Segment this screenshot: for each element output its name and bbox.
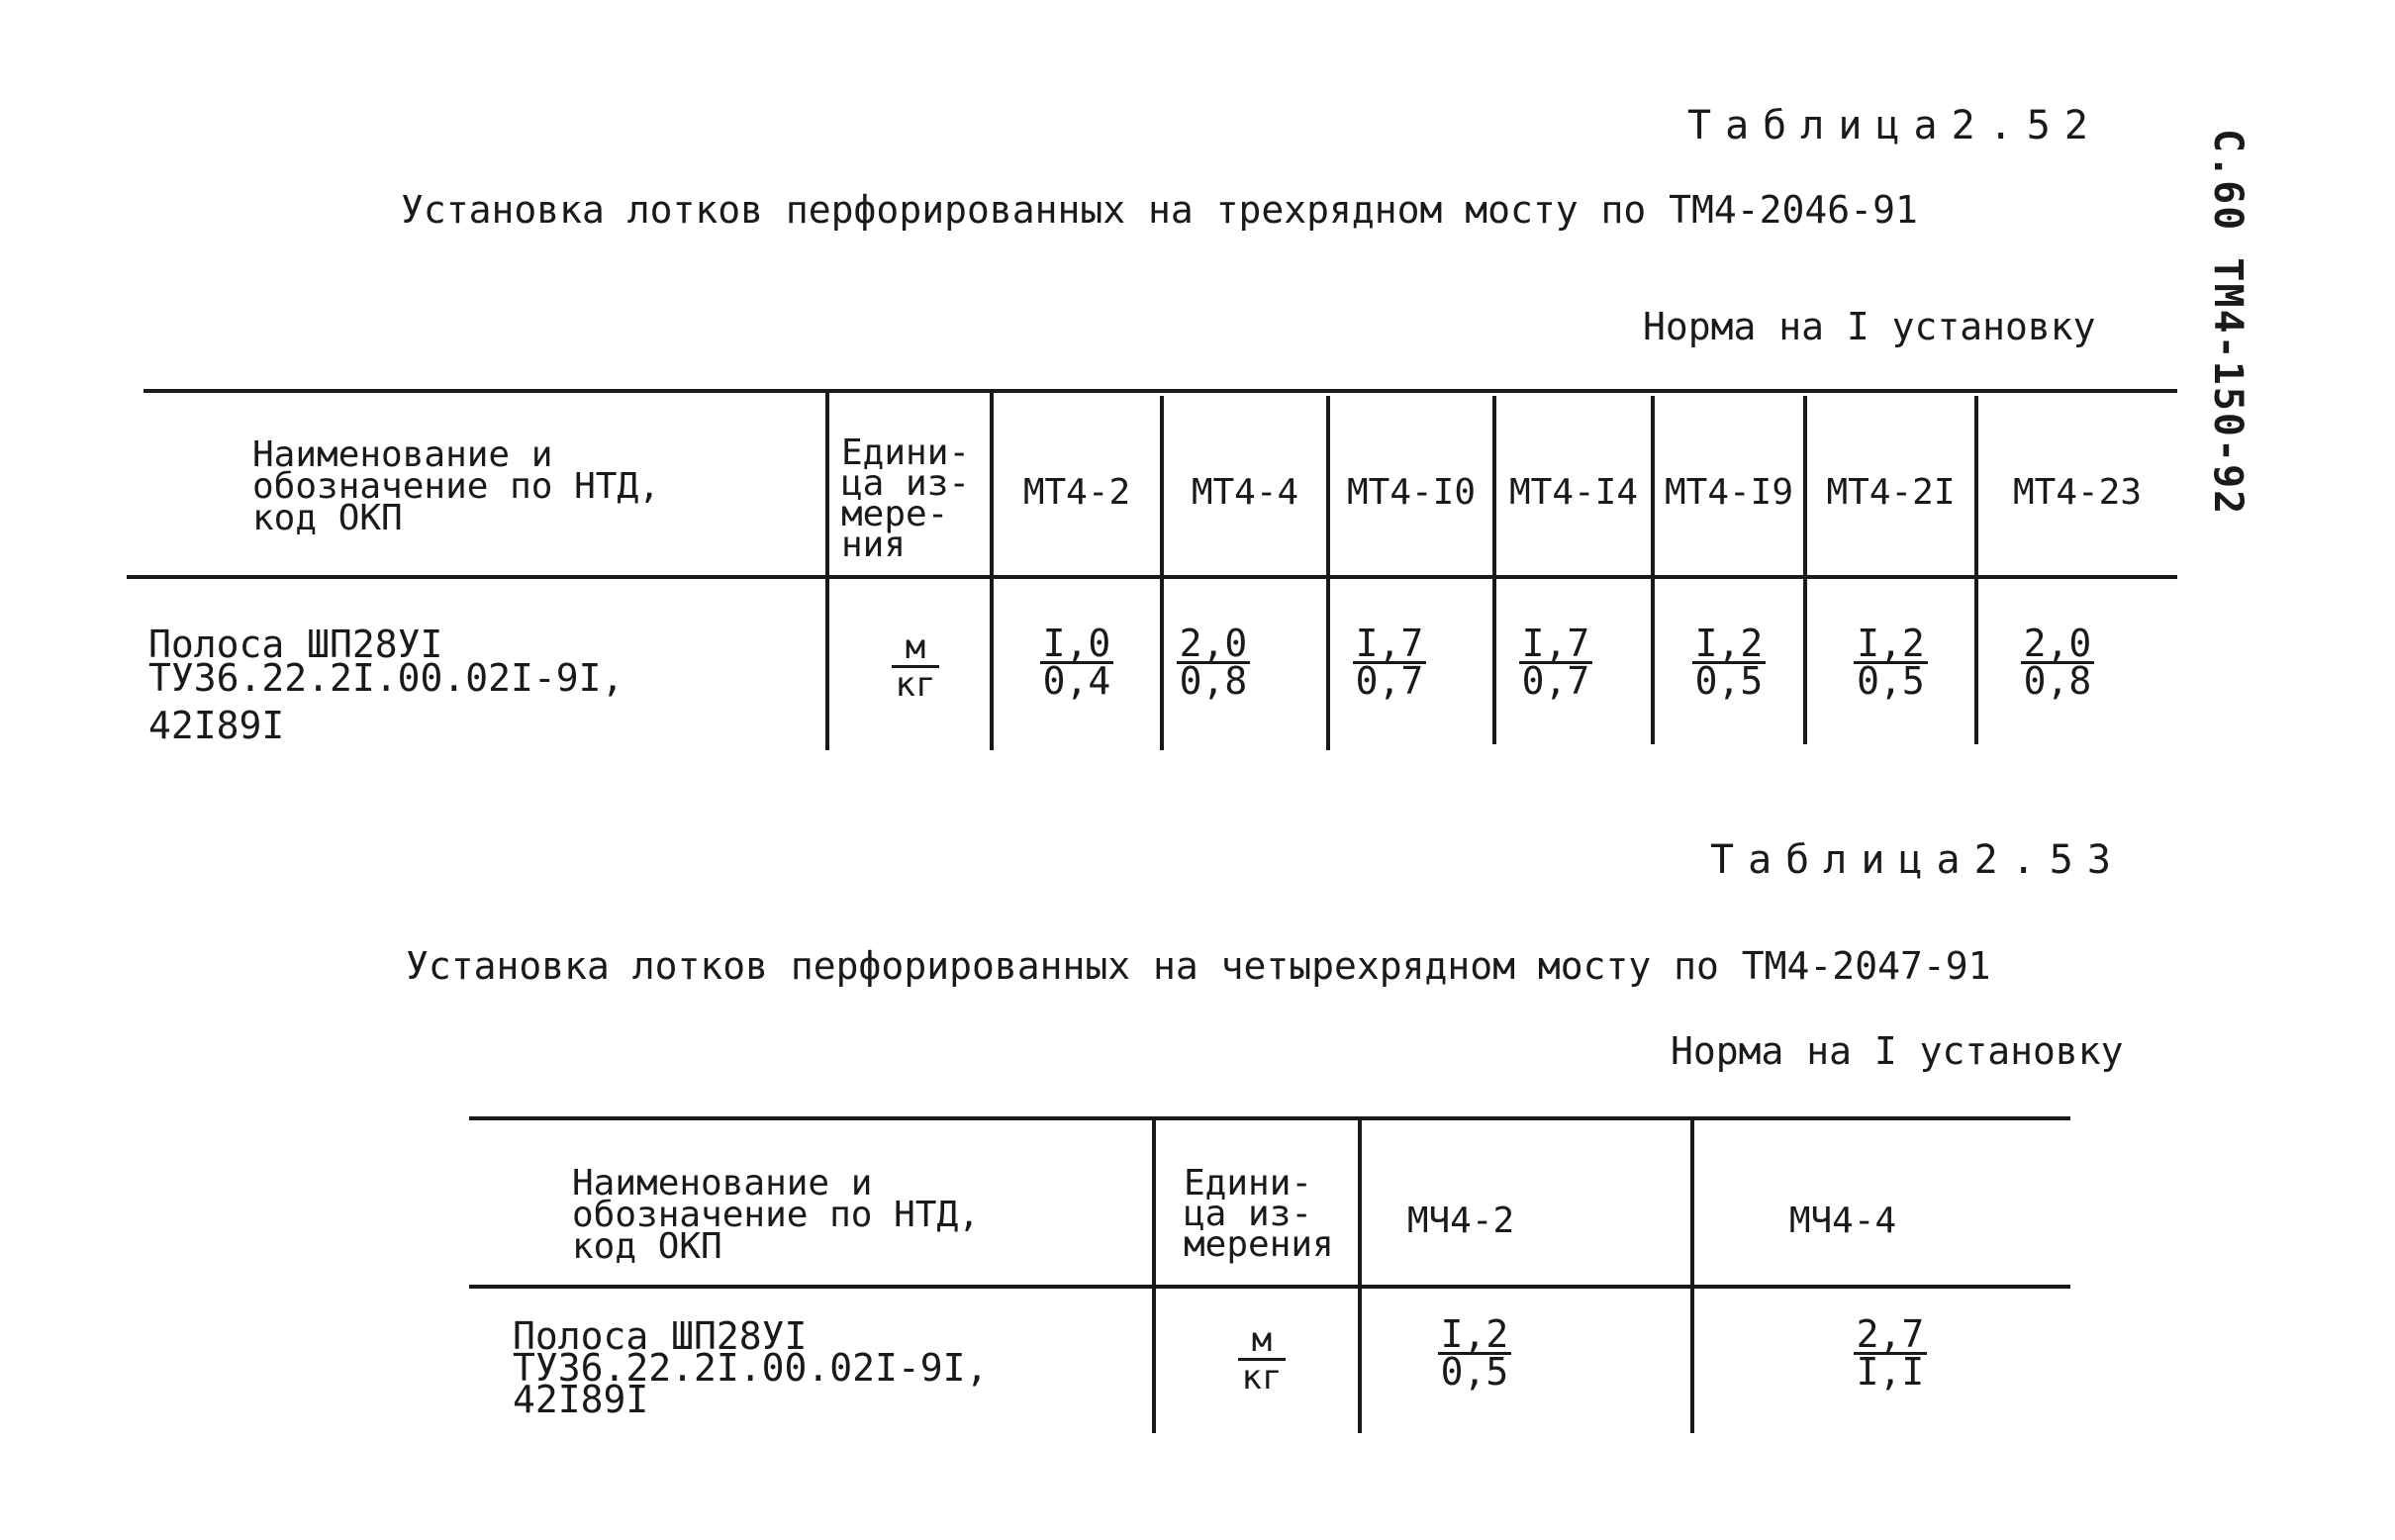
value-numerator: 2,0 — [1177, 626, 1251, 664]
row-name-line: Полоса ШП28УI — [513, 1314, 808, 1358]
header-unit-line: ния — [841, 525, 907, 565]
value-numerator: I,2 — [1854, 626, 1928, 664]
row-name-line: ТУ36.22.2I.00.02I-9I, — [148, 656, 624, 700]
column-header: МЧ4-4 — [1788, 1201, 1897, 1241]
value-denominator: 0,8 — [1179, 659, 1248, 703]
value-fraction — [994, 622, 1160, 703]
column-header: МЧ4-2 — [1406, 1201, 1515, 1241]
header-unit — [1184, 1163, 1334, 1265]
column-divider — [825, 389, 829, 750]
column-divider — [1358, 1116, 1362, 1433]
column-header: МТ4-23 — [2012, 472, 2143, 513]
table-rule — [469, 1116, 2070, 1120]
value-fraction — [1496, 622, 1615, 703]
unit-fraction — [841, 627, 990, 705]
column-header: МТ4-2I — [1826, 472, 1956, 513]
column-header: МТ4-I0 — [1346, 472, 1477, 513]
value-numerator: 2,7 — [1854, 1316, 1928, 1355]
header-unit-line: ца из- — [1184, 1194, 1313, 1234]
row-name-line: 42I89I — [513, 1378, 649, 1421]
table-label: Таблица2.53 — [1710, 837, 2125, 883]
value-denominator: 0,5 — [1857, 659, 1925, 703]
column-divider — [1690, 1116, 1694, 1433]
value-numerator: I,7 — [1519, 626, 1593, 664]
header-name-line: Наименование и — [252, 434, 553, 475]
unit-denominator: кг — [895, 665, 936, 705]
value-denominator: 0,7 — [1355, 659, 1424, 703]
row-name-line: Полоса ШП28УI — [148, 623, 443, 666]
column-divider — [1152, 1116, 1156, 1433]
header-unit-line: Едини- — [1184, 1163, 1313, 1203]
unit-denominator: кг — [1241, 1358, 1283, 1397]
value-denominator: 0,8 — [2023, 659, 2092, 703]
value-fraction — [1330, 622, 1449, 703]
norm-caption: Норма на I установку — [1643, 305, 2096, 348]
page-code: С.60 ТМ4-150-92 — [2205, 129, 2251, 517]
header-name-line: обозначение по НТД, — [572, 1195, 980, 1235]
column-header: МТ4-4 — [1191, 472, 1299, 513]
value-denominator: 0,5 — [1440, 1350, 1509, 1394]
header-name-line: Наименование и — [572, 1163, 873, 1203]
table-rule — [144, 389, 2177, 393]
column-header: МТ4-I4 — [1508, 472, 1639, 513]
header-name-line: код ОКП — [252, 498, 403, 538]
unit-numerator: м — [892, 629, 939, 668]
value-denominator: 0,7 — [1521, 659, 1590, 703]
table-title: Установка лотков перфорированных на трехрядном мосту по ТМ4-2046-91 — [401, 188, 1918, 232]
value-numerator: I,0 — [1040, 626, 1114, 664]
header-unit-line: мерения — [1184, 1224, 1334, 1265]
header-name-line: код ОКП — [572, 1226, 722, 1267]
value-denominator: 0,4 — [1042, 659, 1111, 703]
table-title: Установка лотков перфорированных на четырехрядном мосту по ТМ4-2047-91 — [406, 944, 1991, 988]
value-numerator: I,7 — [1353, 626, 1427, 664]
value-fraction — [1655, 622, 1803, 703]
row-name-line: 42I89I — [148, 704, 285, 747]
column-header: МТ4-2 — [1022, 472, 1131, 513]
unit-numerator: м — [1238, 1322, 1286, 1361]
table-rule — [469, 1285, 2070, 1289]
row-name-line: ТУ36.22.2I.00.02I-9I, — [513, 1346, 989, 1390]
header-unit — [841, 433, 971, 565]
header-name — [252, 434, 660, 538]
unit-fraction — [1188, 1322, 1336, 1395]
value-numerator: 2,0 — [2021, 626, 2095, 664]
header-unit-line: Едини- — [841, 433, 971, 473]
value-fraction — [1164, 622, 1263, 703]
value-denominator: I,I — [1856, 1350, 1925, 1394]
row-name — [148, 623, 624, 747]
table-label: Таблица2.52 — [1687, 103, 2102, 148]
header-name — [572, 1163, 980, 1267]
norm-caption: Норма на I установку — [1671, 1029, 2124, 1073]
value-numerator: I,2 — [1438, 1316, 1512, 1355]
table-rule — [127, 575, 2177, 579]
row-name — [513, 1314, 989, 1421]
value-fraction — [1831, 1312, 1950, 1394]
value-denominator: 0,5 — [1694, 659, 1764, 703]
column-header: МТ4-I9 — [1664, 472, 1794, 513]
value-fraction — [1807, 622, 1974, 703]
header-name-line: обозначение по НТД, — [252, 466, 660, 507]
value-numerator: I,2 — [1692, 626, 1767, 664]
header-unit-line: мере- — [841, 494, 949, 534]
value-fraction — [1978, 622, 2137, 703]
value-fraction — [1405, 1312, 1544, 1394]
header-unit-line: ца из- — [841, 463, 971, 504]
